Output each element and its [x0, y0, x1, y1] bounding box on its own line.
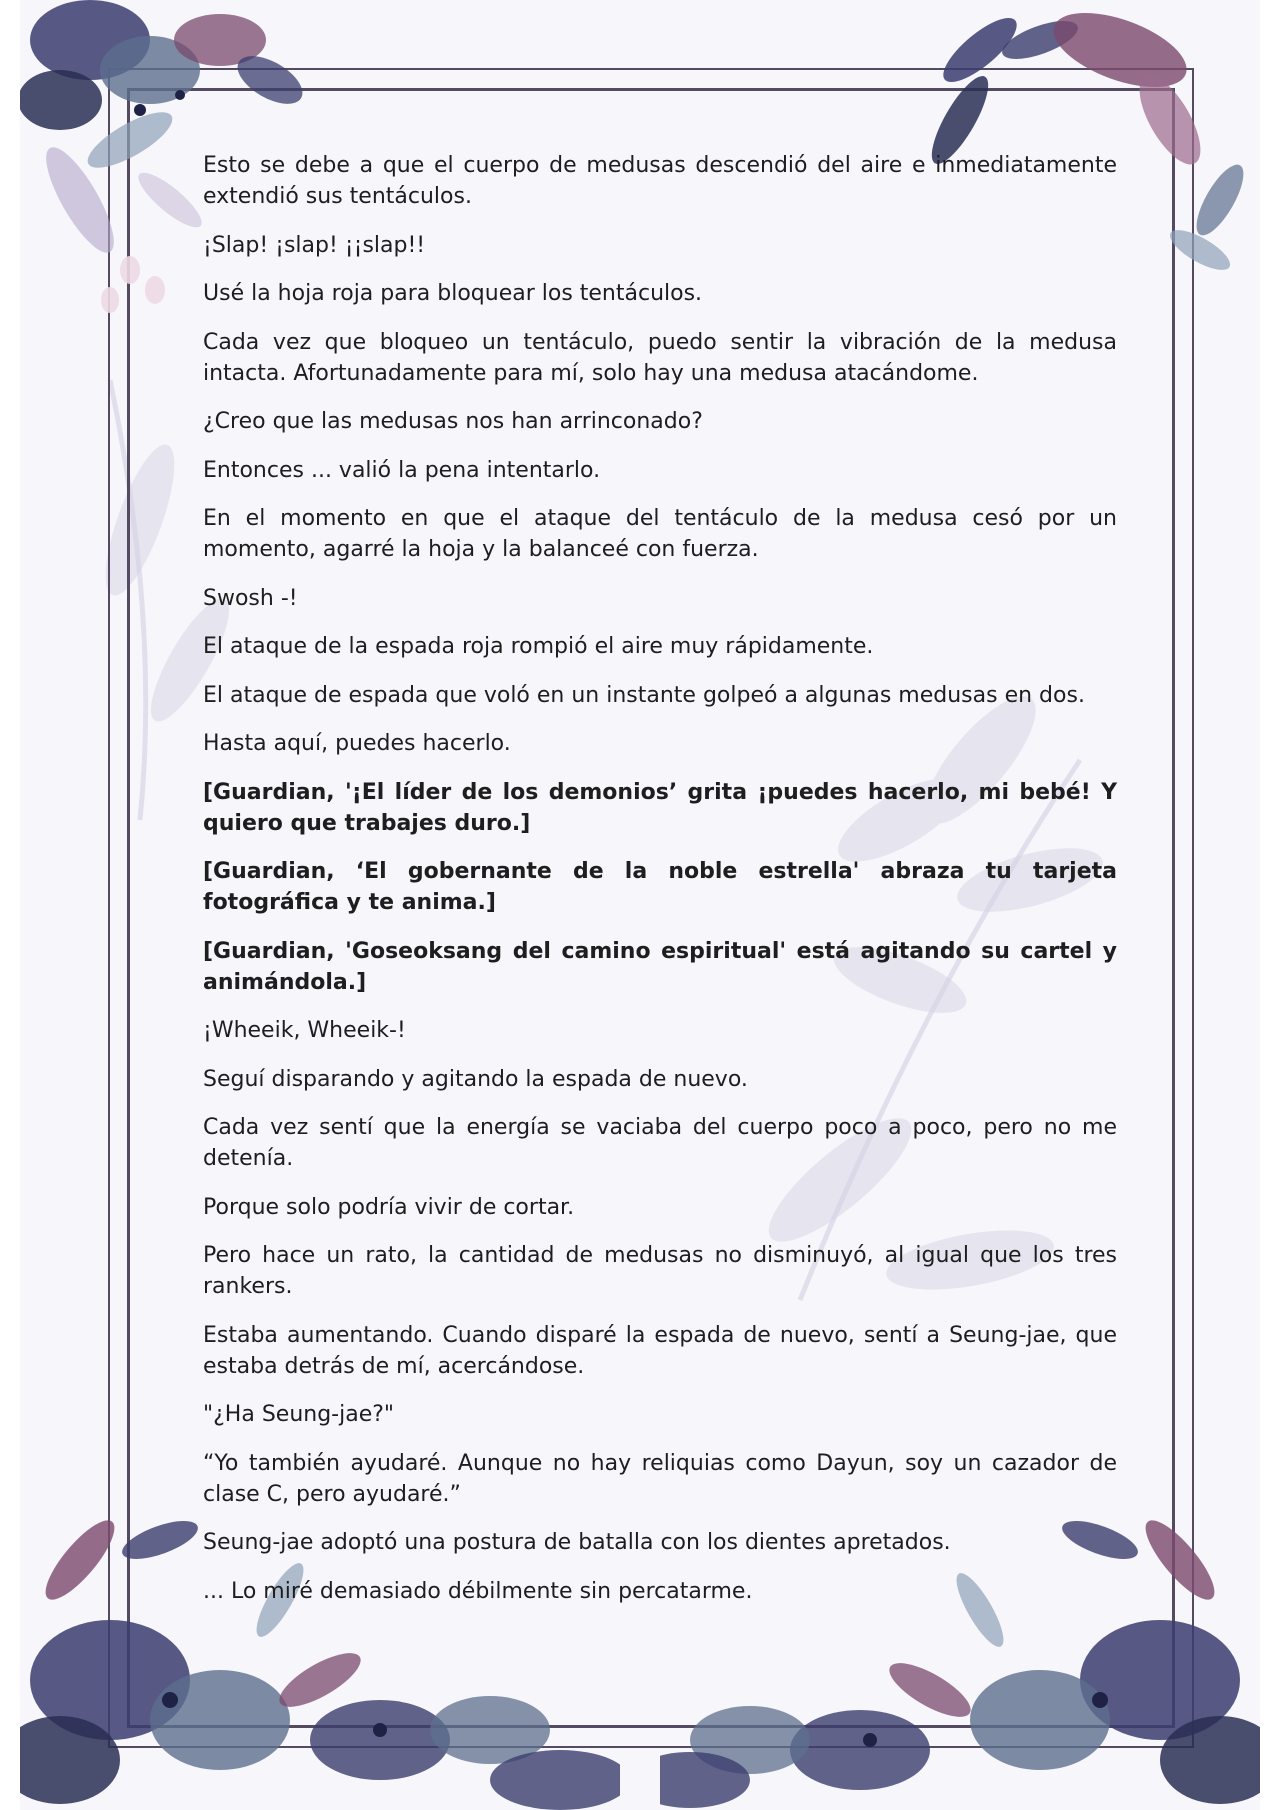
story-paragraph: Usé la hoja roja para bloquear los tentáculos.: [203, 281, 703, 306]
story-paragraph: El ataque de espada que voló en un instante golpeó a algunas medusas en dos.: [203, 682, 1085, 708]
story-paragraph: [Guardian, 'Goseoksang del camino espiritual' está agitando su cartel y animándola.]: [203, 938, 1117, 995]
story-paragraph: ... Lo miré demasiado débilmente sin percatarme.: [203, 1578, 753, 1604]
story-paragraph: ¿Creo que las medusas nos han arrinconado?: [203, 409, 703, 434]
story-paragraph: ¡Wheeik, Wheeik-!: [203, 1018, 406, 1043]
story-paragraph: Entonces ... valió la pena intentarlo.: [203, 457, 601, 483]
story-paragraph: ¡Slap! ¡slap! ¡¡slap!!: [203, 232, 426, 258]
story-paragraph: [Guardian, ‘El gobernante de la noble estrella' abraza tu tarjeta fotográfica y te anima.]: [203, 859, 1117, 915]
story-paragraph: “Yo también ayudaré. Aunque no hay reliquias como Dayun, soy un cazador de clase C, pero ayudaré.”: [203, 1450, 1117, 1507]
story-paragraph: Cada vez que bloqueo un tentáculo, puedo sentir la vibración de la medusa intacta. Afortunadamente para mí, solo hay una medusa atacándome.: [203, 329, 1117, 386]
story-paragraph: Esto se debe a que el cuerpo de medusas descendió del aire e inmediatamente extendió sus tentáculos.: [203, 153, 1117, 209]
story-paragraph: Porque solo podría vivir de cortar.: [203, 1194, 575, 1220]
story-paragraph: Estaba aumentando. Cuando disparé la espada de nuevo, sentí a Seung-jae, que estaba detrás de mí, acercándose.: [203, 1322, 1117, 1379]
story-paragraph: Swosh -!: [203, 585, 298, 611]
story-paragraph: Seung-jae adoptó una postura de batalla con los dientes apretados.: [203, 1530, 951, 1555]
story-paragraph: Cada vez sentí que la energía se vaciaba del cuerpo poco a poco, pero no me detenía.: [203, 1115, 1117, 1171]
story-paragraph: En el momento en que el ataque del tentáculo de la medusa cesó por un momento, agarré la hoja y la balanceé con fuerza.: [203, 506, 1117, 562]
story-paragraph: "¿Ha Seung-jae?": [203, 1402, 395, 1427]
story-text: [203, 150, 1117, 1624]
story-paragraph: Hasta aquí, puedes hacerlo.: [203, 731, 511, 756]
story-paragraph: El ataque de la espada roja rompió el aire muy rápidamente.: [203, 634, 874, 659]
story-paragraph: Pero hace un rato, la cantidad de medusas no disminuyó, al igual que los tres rankers.: [203, 1243, 1117, 1299]
story-paragraph: [Guardian, '¡El líder de los demonios’ grita ¡puedes hacerlo, mi bebé! Y quiero que trabajes duro.]: [203, 779, 1117, 836]
story-paragraph: Seguí disparando y agitando la espada de nuevo.: [203, 1066, 748, 1092]
document-page: [20, 0, 1260, 1810]
